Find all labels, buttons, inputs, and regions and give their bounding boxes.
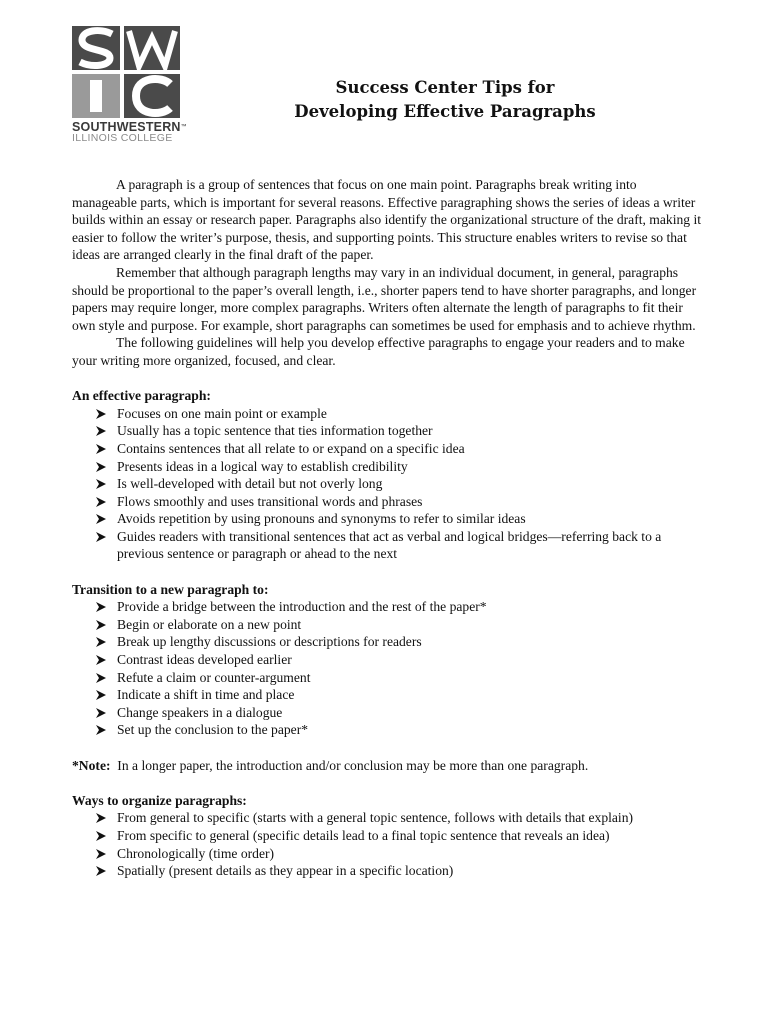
- effective-list: [72, 405, 704, 563]
- effective-heading: An effective paragraph:: [72, 388, 211, 404]
- arrow-bullet-icon: [96, 497, 106, 507]
- arrow-bullet-icon: [96, 673, 106, 683]
- list-item: Flows smoothly and uses transitional words and phrases: [72, 493, 704, 511]
- arrow-bullet-icon: [96, 813, 106, 823]
- arrow-bullet-icon: [96, 409, 106, 419]
- arrow-bullet-icon: [96, 620, 106, 630]
- arrow-bullet-icon: [96, 866, 106, 876]
- arrow-bullet-icon: [96, 831, 106, 841]
- list-item: Begin or elaborate on a new point: [72, 616, 704, 634]
- document-body: [72, 176, 704, 880]
- arrow-bullet-icon: [96, 725, 106, 735]
- list-item: From general to specific (starts with a general topic sentence, follows with details that explain): [72, 809, 704, 827]
- arrow-bullet-icon: [96, 426, 106, 436]
- note-paragraph: [72, 757, 704, 775]
- list-item: Guides readers with transitional sentences that act as verbal and logical bridges—referring back to a previous sentence or paragraph or ahead to the next: [72, 528, 704, 563]
- arrow-bullet-icon: [96, 444, 106, 454]
- list-item: Presents ideas in a logical way to establish credibility: [72, 458, 704, 476]
- arrow-bullet-icon: [96, 462, 106, 472]
- organize-list: [72, 809, 704, 879]
- arrow-bullet-icon: [96, 514, 106, 524]
- intro-paragraph-3: The following guidelines will help you develop effective paragraphs to engage your readers and to make your writing more organized, focused, and clear.: [72, 335, 685, 368]
- list-item: Refute a claim or counter-argument: [72, 669, 704, 687]
- list-item: Spatially (present details as they appear in a specific location): [72, 862, 704, 880]
- arrow-bullet-icon: [96, 479, 106, 489]
- logo-wordmark: SOUTHWESTERN™: [72, 120, 187, 134]
- list-item: Chronologically (time order): [72, 845, 704, 863]
- list-item: Usually has a topic sentence that ties information together: [72, 422, 704, 440]
- swic-logo-mark: [72, 26, 180, 118]
- organize-heading: Ways to organize paragraphs:: [72, 792, 247, 808]
- list-item: Avoids repetition by using pronouns and synonyms to refer to similar ideas: [72, 510, 704, 528]
- intro-paragraph-1: A paragraph is a group of sentences that focus on one main point. Paragraphs break writing into manageable parts, which is important for several reasons. Effective paragraphing shows the series of ideas a writer builds within an essay or research paper. Paragraphs also identify the organizational structure of the draft, making it easier to follow the writer’s purpose, thesis, and supporting points. This structure enables writers to revise so that ideas are arranged clearly in the final draft of the paper.: [72, 177, 702, 263]
- college-logo: [72, 26, 192, 144]
- transition-heading: Transition to a new paragraph to:: [72, 581, 269, 597]
- arrow-bullet-icon: [96, 708, 106, 718]
- note-text: In a longer paper, the introduction and/or conclusion may be more than one paragraph.: [110, 757, 589, 773]
- arrow-bullet-icon: [96, 532, 106, 542]
- title-line-1: Success Center Tips for: [335, 78, 555, 97]
- intro-paragraph-2: Remember that although paragraph lengths may vary in an individual document, in general, paragraphs should be proportional to the paper’s overall length, i.e., shorter papers tend to have shorter paragraphs, and longer papers may require longer, more complex paragraphs. Writers often alternate the length of paragraphs to fit their own style and purpose. For example, short paragraphs can sometimes be used for emphasis and to achieve rhythm.: [72, 264, 697, 333]
- arrow-bullet-icon: [96, 602, 106, 612]
- list-item: Provide a bridge between the introduction and the rest of the paper*: [72, 598, 704, 616]
- title-line-2: Developing Effective Paragraphs: [294, 102, 596, 121]
- list-item: Is well-developed with detail but not overly long: [72, 475, 704, 493]
- note-label: *Note:: [72, 757, 111, 773]
- page-title: [250, 76, 640, 124]
- list-item: Indicate a shift in time and place: [72, 686, 704, 704]
- arrow-bullet-icon: [96, 637, 106, 647]
- logo-subtitle: ILLINOIS COLLEGE: [72, 132, 173, 144]
- list-item: Set up the conclusion to the paper*: [72, 721, 704, 739]
- arrow-bullet-icon: [96, 690, 106, 700]
- arrow-bullet-icon: [96, 655, 106, 665]
- list-item: Contrast ideas developed earlier: [72, 651, 704, 669]
- list-item: Focuses on one main point or example: [72, 405, 704, 423]
- transition-list: [72, 598, 704, 739]
- list-item: Contains sentences that all relate to or expand on a specific idea: [72, 440, 704, 458]
- arrow-bullet-icon: [96, 849, 106, 859]
- list-item: Break up lengthy discussions or descriptions for readers: [72, 633, 704, 651]
- list-item: Change speakers in a dialogue: [72, 704, 704, 722]
- list-item: From specific to general (specific details lead to a final topic sentence that reveals an idea): [72, 827, 704, 845]
